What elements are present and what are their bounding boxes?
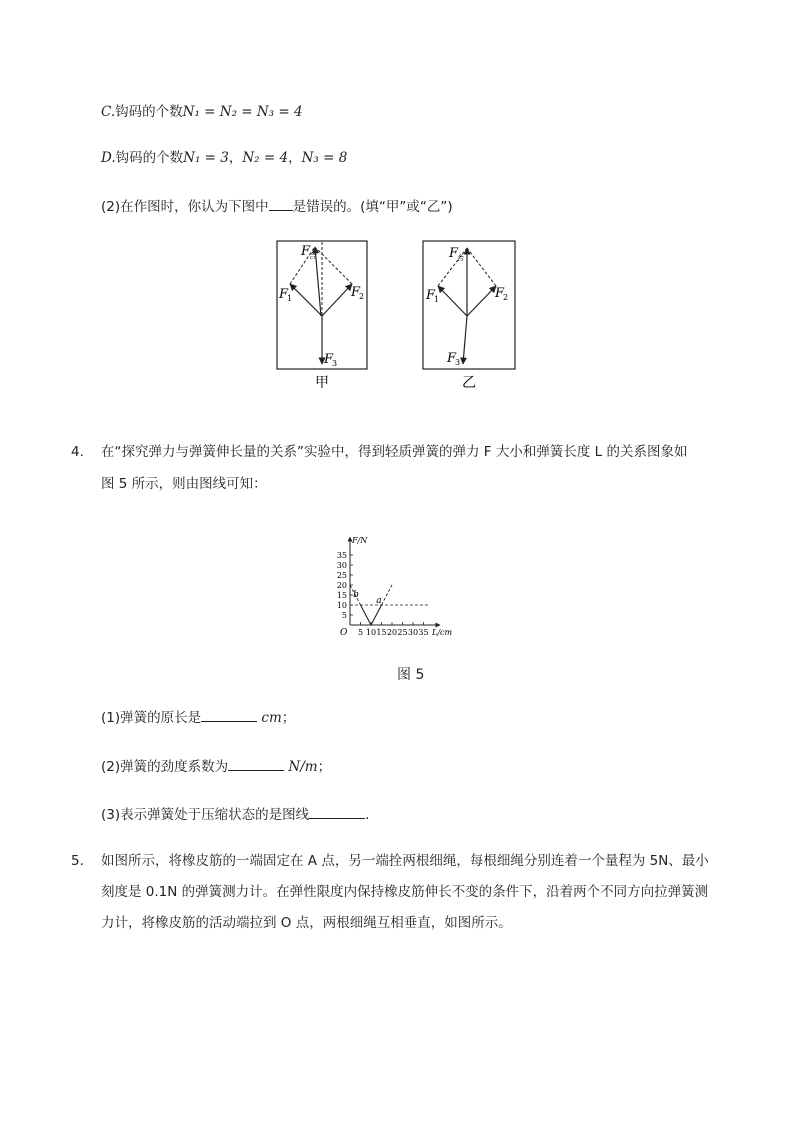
option-d-sep-2: ， [288, 150, 302, 166]
series-a-extension [382, 585, 393, 605]
y-tick-label: 20 [336, 581, 347, 590]
figure-frame [423, 241, 515, 369]
q4-line1: 在“探究弹力与弹簧伸长量的关系”实验中，得到轻质弹簧的弹力 F 大小和弹簧长度 L 的关系图象如 [101, 444, 688, 460]
dashed-line [316, 248, 352, 284]
x-tick-label: 25 [397, 628, 408, 637]
answer-blank[interactable] [269, 196, 293, 211]
q5-line3: 力计，将橡皮筋的活动端拉到 O 点，两根细绳互相垂直，如图所示。 [101, 915, 512, 931]
option-d-sep-1: ， [228, 150, 243, 166]
label-f2-sub: 2 [503, 293, 509, 302]
y-axis-label: F/N [352, 536, 368, 545]
y-tick-label: 10 [336, 601, 347, 610]
q4-sub3-text: (3)表示弹簧处于压缩状态的是图线 [101, 807, 310, 823]
option-d-formula-2: N₂ = 4 [242, 150, 289, 166]
q4-sub1 [101, 707, 295, 728]
figure-yi [418, 236, 520, 396]
option-d [101, 148, 347, 168]
q3-part2-suffix: 是错误的。(填“甲”或“乙”) [292, 199, 453, 215]
q5-number: 5. [71, 853, 84, 869]
label-f3: F [447, 351, 457, 366]
arrow-f2 [467, 286, 496, 316]
series-a-line [371, 605, 382, 625]
answer-blank[interactable] [309, 804, 365, 819]
option-d-formula-3: N₃ = 8 [301, 150, 348, 166]
option-c-formula: N₁ = N₂ = N₃ = 4 [182, 104, 303, 120]
label-f2: F [351, 285, 361, 300]
y-tick-label: 35 [336, 551, 347, 560]
x-tick-label: 10 [365, 628, 377, 637]
x-tick-label: 30 [407, 628, 419, 637]
option-d-letter: D. [101, 150, 116, 166]
option-d-text: 钩码的个数 [115, 150, 184, 166]
q4-sub2 [101, 756, 331, 777]
label-f2-sub: 2 [359, 292, 365, 301]
option-c-text: 钩码的个数 [115, 104, 183, 120]
label-f2: F [495, 286, 505, 301]
label-f-total: F [301, 244, 311, 259]
series-b-label: b [353, 590, 359, 600]
q3-part2 [101, 196, 453, 217]
y-tick-label: 5 [341, 611, 347, 620]
label-f-total-sub: 合 [309, 252, 316, 260]
chart-figure-5 [325, 512, 495, 640]
x-tick-label: 15 [376, 628, 387, 637]
caption-jia: 甲 [315, 375, 329, 391]
caption-yi: 乙 [462, 375, 476, 391]
y-tick-label: 30 [336, 561, 347, 570]
label-f1-sub: 1 [287, 294, 293, 303]
label-f3-sub: 3 [455, 358, 461, 367]
series-a-label: a [376, 596, 382, 606]
answer-blank[interactable] [201, 707, 257, 722]
y-tick-label: 25 [336, 571, 347, 580]
label-f1-sub: 1 [434, 295, 440, 304]
series-b-line [361, 605, 372, 625]
label-f3-sub: 3 [332, 359, 338, 368]
q5-line1: 如图所示，将橡皮筋的一端固定在 A 点，另一端拴两根细绳，每根细绳分别连着一个量程为 5N、最小 [101, 853, 709, 869]
q4-sub2-end: ； [317, 759, 332, 775]
q4-sub2-text: (2)弹簧的劲度系数为 [101, 759, 229, 775]
q4-sub1-end: ； [281, 710, 296, 726]
x-tick-label: 20 [386, 628, 398, 637]
label-f1: F [279, 287, 289, 302]
figure-jia [272, 236, 372, 396]
label-f3: F [324, 352, 334, 367]
option-c [101, 102, 303, 122]
option-c-letter: C. [101, 104, 116, 120]
label-f1: F [426, 288, 436, 303]
x-tick-label: 35 [418, 628, 429, 637]
q4-sub3 [101, 804, 369, 825]
x-axis-label: L/cm [432, 628, 453, 637]
option-d-formula-1: N₁ = 3 [183, 150, 229, 166]
arrow-f1 [438, 286, 467, 316]
answer-blank[interactable] [228, 756, 284, 771]
q4-sub1-unit: cm [261, 710, 282, 726]
q3-part2-prefix: (2)在作图时，你认为下图中 [101, 199, 269, 215]
y-tick-label: 15 [336, 591, 347, 600]
q4-number: 4. [71, 444, 84, 460]
origin-label: O [340, 628, 348, 638]
arrow-f1 [290, 284, 322, 316]
label-f-total-sub: 合 [457, 254, 464, 262]
q5-line2: 刻度是 0.1N 的弹簧测力计。在弹性限度内保持橡皮筋伸长不变的条件下，沿着两个不同方向拉弹簧测 [101, 884, 709, 900]
x-tick-label: 5 [357, 628, 364, 637]
label-f-total: F [449, 246, 459, 261]
q4-sub1-text: (1)弹簧的原长是 [101, 710, 202, 726]
q4-line2: 图 5 所示，则由图线可知： [101, 476, 267, 492]
q4-sub2-unit: N/m [288, 759, 318, 775]
q4-sub3-end: . [365, 807, 370, 823]
arrow-f2 [322, 284, 352, 316]
arrow-f3 [463, 316, 467, 364]
figure-caption: 图 5 [397, 667, 425, 683]
dashed-line [467, 248, 496, 286]
